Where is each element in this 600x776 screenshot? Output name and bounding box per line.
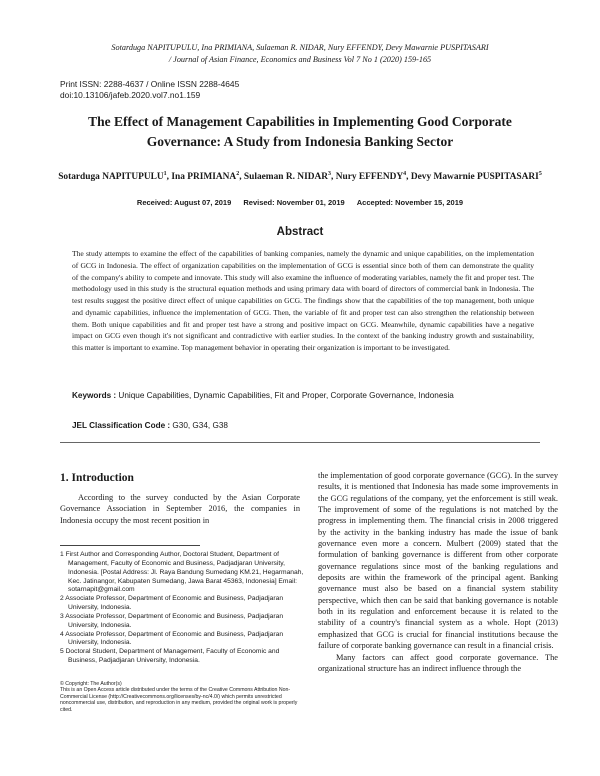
intro-right-column [318,470,558,674]
footnote-item: 2 Associate Professor, Department of Economic and Business, Padjadjaran University, Indonesia. [60,595,284,612]
author-name: Devy Mawarnie PUSPITASARI [410,172,539,182]
copyright-notice: © Copyright: The Author(s) This is an Open Access article distributed under the terms of the Creative Commons Attribution Non-Commercial License (http://Creativecommons.org/licenses/by-nc/4.0/) which permits unrestricted noncommercial use, distribution, and reproduction in any medium, provided the original work is properly cited. [60,681,298,713]
issn-block [60,79,239,101]
jel-label: JEL Classification Code : [72,421,171,430]
footnote-item: 4 Associate Professor, Department of Economic and Business, Padjadjaran University, Indonesia. [60,630,284,647]
author-affiliation-mark: 2 [236,170,240,177]
keywords-value: Unique Capabilities, Dynamic Capabilities, Fit and Proper, Corporate Governance, Indonesia [118,391,454,400]
author-affiliation-mark: 4 [403,170,407,177]
accepted-date: Accepted: November 15, 2019 [356,198,464,207]
author-affiliation-mark: 1 [163,170,167,177]
keywords [72,390,534,401]
intro-paragraph-right-next: Many factors can affect good corporate governance. The organizational structure has an indirect influence through the [318,652,558,673]
jel-classification [72,420,534,431]
footnote-list [60,551,306,666]
revised-date: Revised: November 01, 2019 [243,198,345,207]
issn-line: Print ISSN: 2288-4637 / Online ISSN 2288-4645 [60,79,240,89]
abstract-body: The study attempts to examine the effect of the capabilities of banking companies, namely the dynamic and unique capabilities, on the implementation of GCG in Indonesia. The effect of organization capabilities on the implementation of GCG is essential since both of them can demonstrate the quality of the company's ability to compete and innovate. This study will also examine the influence of moderating variables, namely the fit and proper test. The methodology used in this study is the structural equation methods and using primary data with board of directors of commercial bank in Indonesia. The test results suggest the positive direct effect of unique capabilities on GCG. The findings show that the capabilities of the top management, both unique and dynamic capabilities, influence the implementation of GCG. Then, the variable of fit and proper test can also strengthen the relationship between them. Both unique capabilities and fit and proper test have a strong and positive impact on GCG. Meanwhile, dynamic capabilities have a negative impact on GCG even though it's not significant and contradictive with earlier studies. In the context of the banking industry growth and sustainability, this matter is important to examine. Top management behavior in operating their organization is important to be investigated. [72,249,534,352]
author-list: Sotarduga NAPITUPULU$^1$, Ina PRIMIANA$^2$, Sulaeman R. NIDAR$^3$, Nury EFFENDY$^4$, Devy Mawarnie PUSPITASARI$^5$ [58,170,542,182]
author-affiliation-mark: 5 [538,170,542,177]
abstract-heading: Abstract [276,226,324,238]
author-affiliation-mark: 3 [328,170,332,177]
doi-line: doi:10.13106/jafeb.2020.vol7.no1.159 [60,90,201,100]
footnote-item: 5 Doctoral Student, Department of Management, Faculty of Economic and Business, Padjadjaran University, Indonesia. [60,648,280,665]
footnote-item: 3 Associate Professor, Department of Economic and Business, Padjadjaran University, Indonesia. [60,612,284,629]
keywords-label: Keywords : [72,391,117,400]
intro-heading: 1. Introduction [60,472,134,484]
footnote-divider [60,545,200,546]
author-name: Sulaeman R. NIDAR [243,172,329,182]
author-name: Sotarduga NAPITUPULU [58,172,164,182]
paper-title: The Effect of Management Capabilities in Implementing Good Corporate Governance: A Study from Indonesia Banking Sector [88,114,512,149]
intro-paragraph-left: According to the survey conducted by the Asian Corporate Governance Association in September 2016, the companies in Indonesia occupy the most recent position in [60,493,300,525]
running-head-journal: / Journal of Asian Finance, Economics and Business Vol 7 No 1 (2020) 159-165 [168,54,432,64]
intro-paragraph-right: the implementation of good corporate governance (GCG). In the survey results, it is mentioned that Indonesia has made some improvements in the GCG regulations of the company, yet the enforcement is still weak. The improvement of some of the regulations is not matched by the progress in implementing them. The financial crisis in 2008 triggered by the activity in the banking industry has made the issue of bank governance even more a concern. Mulbert (2009) stated that the formulation of banking governance is different from other corporate governance regulations since most of the banking regulations and deposits are within the framework of the principal agent. Banking governance must also be based on a financial system stability perspective, which then can be said that banking governance is notable both in its regulation and enforcement because it is related to the stability of a country's financial system as a whole. Hopt (2013) emphasized that GCG is crucial for financial institutions because the failure of corporate banking governance can result in a financial crisis. [318,471,558,651]
author-name: Ina PRIMIANA [171,172,237,182]
running-head [0,42,600,65]
running-head-authors: Sotarduga NAPITUPULU, Ina PRIMIANA, Sulaeman R. NIDAR, Nury EFFENDY, Devy Mawarnie PUSPITASARI [111,43,489,52]
received-date: Received: August 07, 2019 [136,198,232,207]
author-name: Nury EFFENDY [335,172,404,182]
publication-dates [60,198,540,207]
footnote-item: 1 First Author and Corresponding Author, Doctoral Student, Department of Management, Faculty of Economic and Business, Padjadjaran University, Indonesia. [Postal Address: Jl. Raya Bandung Sumedang KM.21, Hegarmanah, Kec. Jatinangor, Kabupaten Sumedang, Jawa Barat 45363, Indonesia] Email: sotarnapit@gmail.com [60,551,304,594]
section-divider [60,442,540,443]
jel-value: G30, G34, G38 [172,421,228,430]
